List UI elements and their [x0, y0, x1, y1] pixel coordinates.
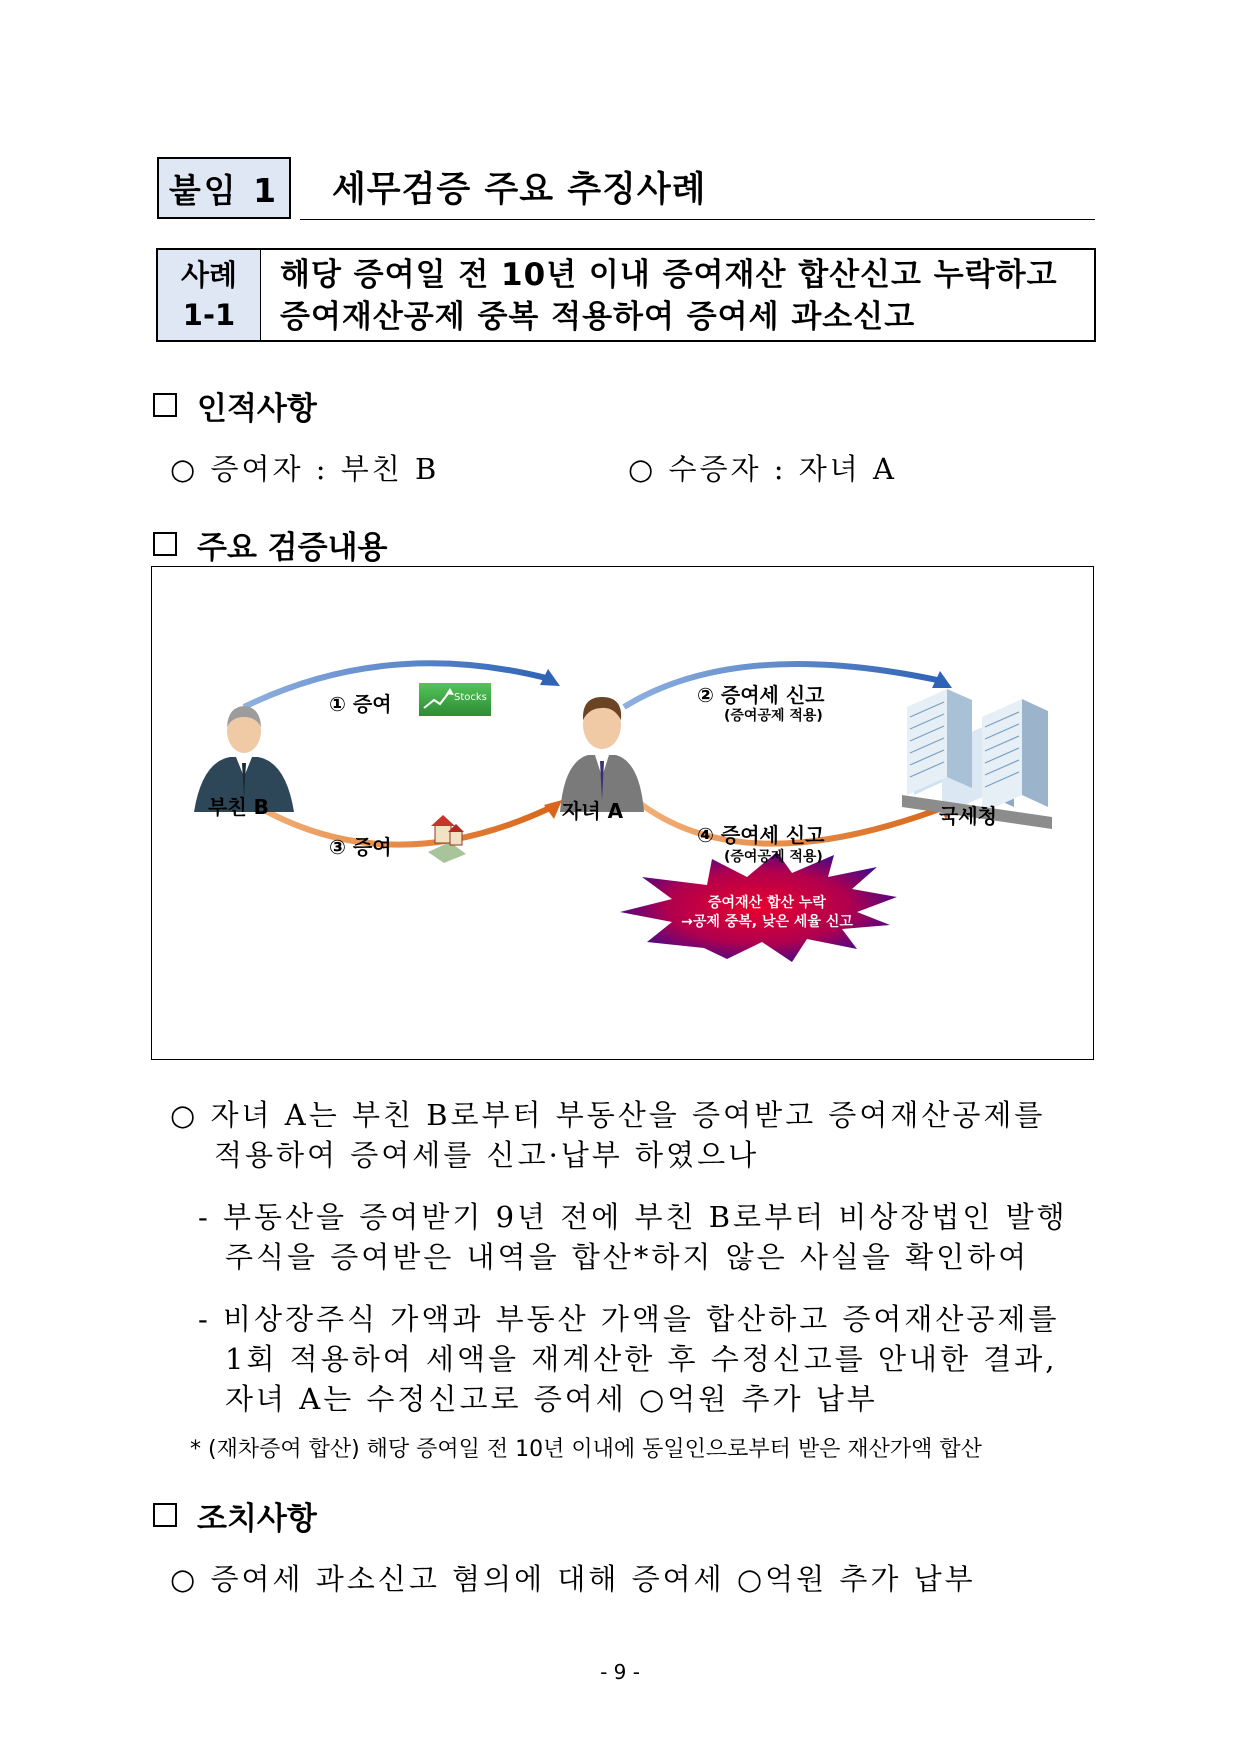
action-line: ○ 증여세 과소신고 혐의에 대해 증여세 ○억원 추가 납부: [170, 1562, 976, 1596]
section-heading-action-label: 조치사항: [197, 1501, 317, 1537]
burst-text-line1: 증여재산 합산 누락: [708, 895, 826, 911]
page-title: 세무검증 주요 추징사례: [332, 170, 707, 210]
section-heading-personal: [153, 383, 317, 428]
recipient-line: ○ 수증자 : 자녀 A: [628, 452, 897, 486]
paragraph-3-line3: 자녀 A는 수정신고로 증여세 ○억원 추가 납부: [225, 1382, 878, 1416]
paragraph-2-line1: - 부동산을 증여받기 9년 전에 부친 B로부터 비상장법인 발행: [198, 1200, 1068, 1234]
paragraph-2-line2: 주식을 증여받은 내역을 합산*하지 않은 사실을 확인하여: [225, 1240, 1030, 1274]
arrow-2-label: ② 증여세 신고: [697, 683, 825, 707]
title-underline: [300, 219, 1095, 220]
section-heading-personal-label: 인적사항: [197, 391, 317, 427]
donor-line: ○ 증여자 : 부친 B: [170, 452, 440, 486]
section-heading-action: [153, 1493, 317, 1538]
node-child-label: 자녀 A: [562, 799, 624, 823]
stocks-icon-label: Stocks: [454, 692, 487, 703]
section-heading-review: [153, 522, 387, 567]
checkbox-square-icon: [153, 532, 177, 556]
paragraph-1-line2: 적용하여 증여세를 신고·납부 하였으나: [214, 1138, 760, 1172]
arrow-3-label: ③ 증여: [329, 835, 392, 859]
arrow-1: [244, 663, 550, 707]
paragraph-3-line1: - 비상장주식 가액과 부동산 가액을 합산하고 증여재산공제를: [198, 1302, 1060, 1336]
case-label: [158, 250, 261, 340]
flow-diagram: [151, 566, 1094, 1060]
checkbox-square-icon: [153, 393, 177, 417]
node-father-label: 부친 B: [208, 795, 269, 819]
house-icon: [428, 815, 466, 863]
case-label-line1: 사례: [180, 258, 238, 292]
burst-text: [667, 894, 867, 932]
arrow-1-label: ① 증여: [329, 692, 392, 716]
paragraph-1-line1: ○ 자녀 A는 부친 B로부터 부동산을 증여받고 증여재산공제를: [170, 1098, 1046, 1132]
node-nts-label: 국세청: [939, 804, 997, 828]
attachment-tag-label: 붙임 1: [168, 170, 280, 210]
arrow-4-sublabel: (증여공제 적용): [724, 849, 823, 865]
attachment-tag: [157, 157, 291, 219]
case-summary-line2: 증여재산공제 중복 적용하여 증여세 과소신고: [280, 299, 916, 335]
section-heading-review-label: 주요 검증내용: [197, 530, 388, 566]
checkbox-square-icon: [153, 1503, 177, 1527]
arrow-4-label: ④ 증여세 신고: [697, 823, 825, 847]
burst-text-line2: →공제 중복, 낮은 세율 신고: [681, 914, 853, 930]
case-summary: [280, 254, 1058, 338]
paragraph-3-line2: 1회 적용하여 세액을 재계산한 후 수정신고를 안내한 결과,: [225, 1342, 1058, 1376]
case-label-line2: 1-1: [182, 298, 236, 332]
page-number: - 9 -: [600, 1660, 640, 1684]
arrow-2-sublabel: (증여공제 적용): [724, 708, 823, 724]
case-summary-line1: 해당 증여일 전 10년 이내 증여재산 합산신고 누락하고: [280, 257, 1058, 293]
footnote: * (재차증여 합산) 해당 증여일 전 10년 이내에 동일인으로부터 받은 재산가액 합산: [190, 1437, 982, 1462]
